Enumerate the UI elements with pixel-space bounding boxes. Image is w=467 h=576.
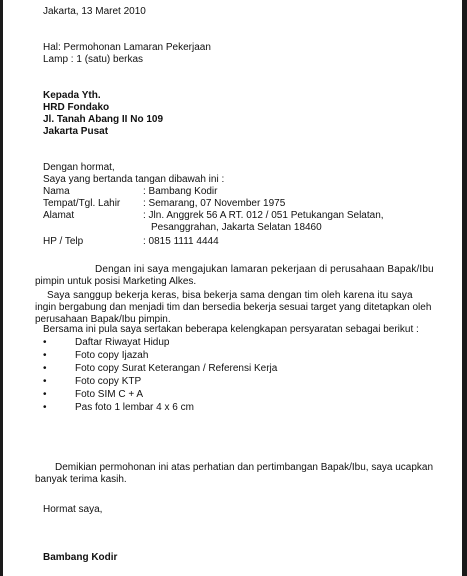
list-item: • Daftar Riwayat Hidup (43, 337, 170, 348)
field-label: Nama (43, 186, 70, 197)
date-line: Jakarta, 13 Maret 2010 (43, 6, 146, 17)
closing-line-1: Demikian permohonan ini atas perhatian dan pertimbangan Bapak/Ibu, saya ucapkan (55, 462, 434, 473)
bullet-icon: • (43, 389, 47, 400)
list-item: • Foto copy Surat Keterangan / Referensi Kerja (43, 363, 278, 374)
field-label: HP / Telp (43, 236, 84, 247)
paragraph-2-line-1: Saya sanggup bekerja keras, bisa bekerja sama dengan tim oleh karena itu saya (47, 290, 413, 301)
field-label: Alamat (43, 210, 75, 221)
attachment-count: Lamp : 1 (satu) berkas (43, 54, 144, 65)
subject-line: Hal: Permohonan Lamaran Pekerjaan (43, 42, 211, 53)
intro-line: Saya yang bertanda tangan dibawah ini : (43, 174, 225, 185)
bullet-icon: • (43, 363, 47, 374)
paragraph-2-line-3: perusahaan Bapak/Ibu pimpin. (35, 314, 171, 325)
bullet-icon: • (43, 350, 47, 361)
field-row-name (43, 186, 448, 198)
attachments-intro: Bersama ini pula saya sertakan beberapa kelengkapan persyaratan sebagai berikut : (43, 324, 419, 335)
field-row-phone (43, 236, 448, 248)
recipient-street: Jl. Tanah Abang II No 109 (43, 114, 164, 125)
field-row-address (43, 210, 448, 222)
recipient-name: HRD Fondako (43, 102, 110, 113)
regards: Hormat saya, (43, 504, 103, 515)
list-item: • Foto SIM C + A (43, 389, 144, 400)
closing-line-2: banyak terima kasih. (35, 474, 127, 485)
paragraph-2-line-2: ingin bergabung dan menjadi tim dan bersedia bekerja sesuai target yang ditetapkan oleh (35, 302, 432, 313)
field-value: : Semarang, 07 November 1975 (143, 198, 286, 209)
field-label: Tempat/Tgl. Lahir (43, 198, 121, 209)
signature-name: Bambang Kodir (43, 552, 118, 563)
bullet-icon: • (43, 402, 47, 413)
field-value: : 0815 1111 4444 (143, 236, 219, 247)
list-item: • Foto copy KTP (43, 376, 142, 387)
field-value: : Jln. Anggrek 56 A RT. 012 / 051 Petukangan Selatan, (143, 210, 384, 221)
bullet-icon: • (43, 376, 47, 387)
field-row-address-cont (43, 222, 448, 234)
recipient-to: Kepada Yth. (43, 90, 101, 101)
recipient-city: Jakarta Pusat (43, 126, 109, 137)
greeting: Dengan hormat, (43, 162, 115, 173)
field-value: : Bambang Kodir (143, 186, 218, 197)
letter-page (3, 0, 462, 576)
bullet-icon: • (43, 337, 47, 348)
attachment-list (43, 337, 277, 415)
list-item: • Foto copy Ijazah (43, 350, 149, 361)
paragraph-1-line-1: Dengan ini saya mengajukan lamaran pekerjaan di perusahaan Bapak/Ibu (95, 264, 434, 275)
paragraph-1-line-2: pimpin untuk posisi Marketing Alkes. (35, 276, 197, 287)
field-value: Pesanggrahan, Jakarta Selatan 18460 (151, 222, 322, 233)
list-item: • Pas foto 1 lembar 4 x 6 cm (43, 402, 194, 413)
field-row-birth (43, 198, 448, 210)
